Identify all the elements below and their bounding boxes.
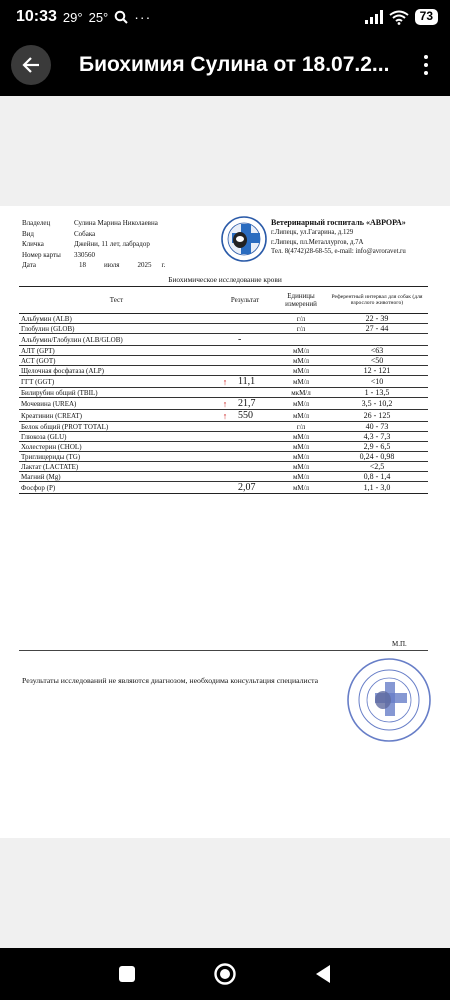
unit-value: мМ/л (276, 482, 326, 494)
result-value (236, 356, 276, 366)
table-row (19, 388, 428, 398)
reference-range: 4,3 - 7,3 (326, 432, 428, 442)
abnormal-flag (214, 346, 236, 356)
abnormal-flag (214, 314, 236, 324)
abnormal-flag (214, 482, 236, 494)
result-value (236, 432, 276, 442)
test-name: Альбумин/Глобулин (ALB/GLOB) (19, 334, 214, 346)
abnormal-flag (214, 472, 236, 482)
temperature-2: 25° (88, 9, 109, 25)
table-row (19, 346, 428, 356)
result-value: 11,1 (236, 376, 276, 388)
unit-value (276, 334, 326, 346)
divider (19, 650, 428, 651)
test-name: Креатинин (CREAT) (19, 410, 214, 422)
result-value (236, 472, 276, 482)
result-value (236, 388, 276, 398)
clinic-address-1: г.Липецк, ул.Гагарина, д.129 (271, 228, 354, 236)
test-name: Альбумин (ALB) (19, 314, 214, 324)
dot (424, 55, 428, 59)
clock: 10:33 (16, 8, 57, 25)
home-circle-icon[interactable] (213, 962, 237, 986)
dot (424, 63, 428, 67)
reference-range: 0,8 - 1,4 (326, 472, 428, 482)
overflow-menu-button[interactable] (416, 50, 436, 80)
date-label: Дата (22, 261, 36, 269)
abnormal-flag (214, 452, 236, 462)
document-title: Биохимическое исследование крови (168, 275, 282, 284)
abnormal-flag (214, 432, 236, 442)
table-row (19, 482, 428, 494)
table-row (19, 432, 428, 442)
unit-value: мМ/л (276, 452, 326, 462)
test-name: АЛТ (GPT) (19, 346, 214, 356)
test-name: Глобулин (GLOB) (19, 324, 214, 334)
col-test: Тест (19, 287, 214, 314)
unit-value: мМ/л (276, 432, 326, 442)
result-value (236, 346, 276, 356)
table-row (19, 366, 428, 376)
abnormal-flag (214, 388, 236, 398)
recents-square-icon[interactable] (118, 965, 136, 983)
test-name: Триглицериды (TG) (19, 452, 214, 462)
abnormal-flag (214, 442, 236, 452)
table-row (19, 462, 428, 472)
back-triangle-icon[interactable] (314, 964, 332, 984)
reference-range: 1 - 13,5 (326, 388, 428, 398)
result-value (236, 422, 276, 432)
owner-label: Владелец (22, 219, 51, 227)
table-row (19, 356, 428, 366)
clinic-info (271, 218, 406, 257)
reference-range: <10 (326, 376, 428, 388)
clinic-logo (220, 213, 268, 265)
app-bar (0, 34, 450, 96)
table-row (19, 452, 428, 462)
card-value: 330560 (74, 250, 95, 259)
reference-range: 12 - 121 (326, 366, 428, 376)
unit-value: мМ/л (276, 410, 326, 422)
owner-value: Сулина Марина Николаевна (74, 219, 158, 227)
results-table (19, 286, 428, 494)
clinic-name: Ветеринарный госпиталь «АВРОРА» (271, 218, 406, 227)
page-title: Биохимия Сулина от 18.07.2... (79, 53, 390, 76)
abnormal-flag: ↑ (214, 410, 236, 422)
wifi-icon (389, 10, 409, 25)
more-dots-icon: ··· (134, 9, 152, 25)
result-value (236, 324, 276, 334)
abnormal-flag (214, 366, 236, 376)
species-label: Вид (22, 229, 34, 238)
reference-range: 22 - 39 (326, 314, 428, 324)
reference-range: <63 (326, 346, 428, 356)
result-value: 550 (236, 410, 276, 422)
reference-range: <50 (326, 356, 428, 366)
table-row (19, 334, 428, 346)
test-name: Билирубин общий (TBIL) (19, 388, 214, 398)
test-name: Глюкоза (GLU) (19, 432, 214, 442)
back-button[interactable] (11, 45, 51, 85)
conclusion-text: Результаты исследований не являются диагнозом, необходима консультация специалиста (22, 676, 319, 685)
reference-range: <2,5 (326, 462, 428, 472)
table-row (19, 324, 428, 334)
clinic-stamp (345, 656, 433, 744)
search-icon (114, 10, 128, 24)
nickname-value: Джейни, 11 лет, лабрадор (74, 240, 150, 248)
reference-range: 3,5 - 10,2 (326, 398, 428, 410)
unit-value: г/л (276, 324, 326, 334)
table-row (19, 422, 428, 432)
table-row (19, 376, 428, 388)
unit-value: мМ/л (276, 376, 326, 388)
unit-value: мкМ/л (276, 388, 326, 398)
result-value: 21,7 (236, 398, 276, 410)
clinic-contacts: Тел. 8(4742)28-68-55, e-mail: info@avroravet.ru (271, 248, 406, 256)
unit-value: мМ/л (276, 356, 326, 366)
table-row (19, 398, 428, 410)
abnormal-flag (214, 324, 236, 334)
reference-range: 26 - 125 (326, 410, 428, 422)
signal-icon (365, 10, 383, 24)
abnormal-flag (214, 462, 236, 472)
signature-mark: М.П. (392, 640, 407, 648)
battery-indicator: 73 (415, 9, 438, 25)
abnormal-flag (214, 356, 236, 366)
abnormal-flag (214, 422, 236, 432)
unit-value: мМ/л (276, 472, 326, 482)
test-name: Щелочная фосфатаза (ALP) (19, 366, 214, 376)
unit-value: г/л (276, 314, 326, 324)
result-value (236, 314, 276, 324)
test-name: Белок общий (PROT TOTAL) (19, 422, 214, 432)
test-name: Фосфор (P) (19, 482, 214, 494)
document-page (0, 206, 450, 838)
test-name: Магний (Mg) (19, 472, 214, 482)
table-row (19, 472, 428, 482)
result-value (236, 366, 276, 376)
species-value: Собака (74, 229, 96, 238)
test-name: ГГТ (GGT) (19, 376, 214, 388)
reference-range: 0,24 - 0,98 (326, 452, 428, 462)
date-month: июля (104, 261, 120, 269)
reference-range (326, 334, 428, 346)
document-viewer[interactable] (0, 96, 450, 948)
date-year: 2025 (137, 261, 152, 269)
table-row (19, 314, 428, 324)
date-suffix: г. (161, 261, 166, 269)
result-value (236, 442, 276, 452)
unit-value: мМ/л (276, 398, 326, 410)
col-ref: Референтный интервал для собак (для взрослого животного) (326, 287, 428, 314)
temperature-1: 29° (62, 9, 83, 25)
patient-info (22, 218, 165, 271)
result-value (236, 462, 276, 472)
clinic-address-2: г.Липецк, пл.Металлургов, д.7А (271, 238, 364, 246)
test-name: Лактат (LACTATE) (19, 462, 214, 472)
table-row (19, 442, 428, 452)
table-header (19, 287, 428, 314)
unit-value: мМ/л (276, 462, 326, 472)
arrow-left-icon (22, 57, 40, 73)
dot (424, 71, 428, 75)
reference-range: 1,1 - 3,0 (326, 482, 428, 494)
unit-value: г/л (276, 422, 326, 432)
reference-range: 40 - 73 (326, 422, 428, 432)
unit-value: мМ/л (276, 442, 326, 452)
unit-value: мМ/л (276, 366, 326, 376)
result-value (236, 452, 276, 462)
col-units: Единицы измерений (276, 287, 326, 314)
status-bar (0, 0, 450, 34)
system-nav-bar (0, 948, 450, 1000)
test-name: Мочевина (UREA) (19, 398, 214, 410)
abnormal-flag (214, 334, 236, 346)
abnormal-flag: ↑ (214, 376, 236, 388)
test-name: Холестерин (CHOL) (19, 442, 214, 452)
col-result: Результат (214, 287, 276, 314)
result-value: - (236, 334, 276, 346)
abnormal-flag: ↑ (214, 398, 236, 410)
reference-range: 27 - 44 (326, 324, 428, 334)
reference-range: 2,9 - 6,5 (326, 442, 428, 452)
card-label: Номер карты (22, 250, 61, 259)
table-row (19, 410, 428, 422)
nickname-label: Кличка (22, 240, 44, 248)
date-day: 18 (79, 261, 86, 269)
result-value: 2,07 (236, 482, 276, 494)
test-name: АСТ (GOT) (19, 356, 214, 366)
unit-value: мМ/л (276, 346, 326, 356)
